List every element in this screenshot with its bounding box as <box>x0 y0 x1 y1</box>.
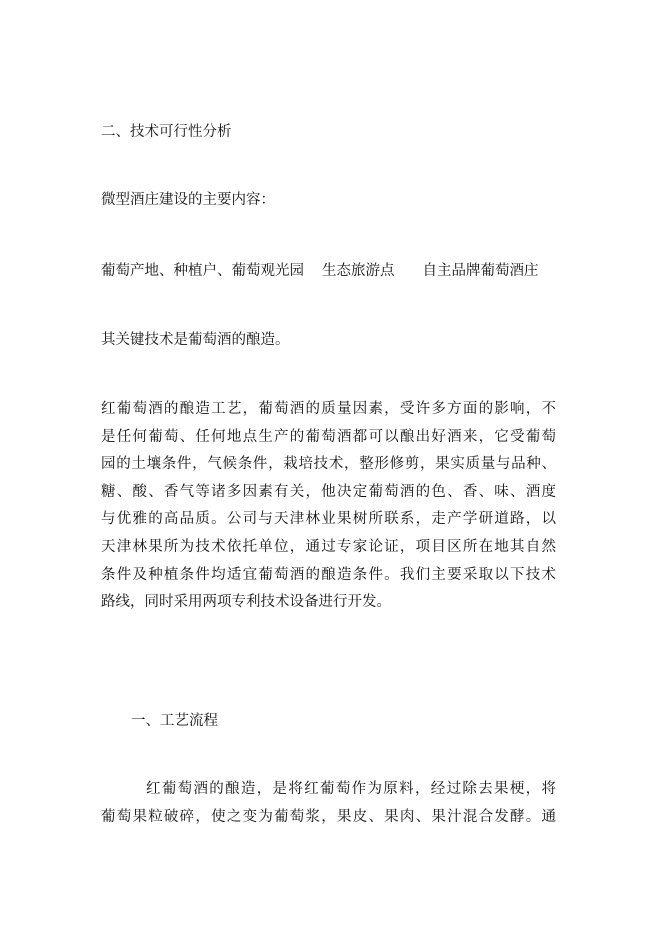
paragraph-line: 园的土壤条件，气候条件，栽培技术，整形修剪，果实质量与品种、 <box>101 456 556 473</box>
paragraph-line: 条件及种植条件均适宜葡萄酒的酿造条件。我们主要采取以下技术 <box>101 566 556 583</box>
paragraph-line: 葡萄果粒破碎，使之变为葡萄浆，果皮、果肉、果汁混合发酵。通 <box>101 808 556 825</box>
content-item-vineyard: 葡萄产地、种植户、葡萄观光园 <box>101 263 304 279</box>
paragraph-line: 天津林果所为技术依托单位，通过专家论证，项目区所在地其自然 <box>101 538 556 555</box>
paragraph-line: 红葡萄酒的酿造，是将红葡萄作为原料，经过除去果梗，将 <box>146 781 556 797</box>
content-item-eco-tourism: 生态旅游点 <box>322 263 395 279</box>
paragraph-line: 红葡萄酒的酿造工艺，葡萄酒的质量因素，受许多方面的影响，不 <box>101 401 556 417</box>
content-items-line <box>101 262 539 280</box>
paragraph-winemaking-process <box>101 396 556 617</box>
subsection-heading: 一、工艺流程 <box>131 713 218 729</box>
paragraph-line: 是任何葡萄、任何地点生产的葡萄酒都可以酿出好酒来，它受葡萄 <box>101 428 556 445</box>
paragraph-line: 与优雅的高品质。公司与天津林业果树所联系，走产学研道路，以 <box>101 511 556 528</box>
key-technology-line: 其关键技术是葡萄酒的酿造。 <box>101 332 290 348</box>
section-heading: 二、技术可行性分析 <box>101 124 232 140</box>
paragraph-red-wine-brewing <box>101 776 556 831</box>
intro-label: 微型酒庄建设的主要内容： <box>101 192 275 208</box>
paragraph-line: 糖、酸、香气等诸多因素有关，他决定葡萄酒的色、香、味、酒度 <box>101 483 556 500</box>
content-item-winery: 自主品牌葡萄酒庄 <box>422 263 539 279</box>
paragraph-line: 路线，同时采用两项专利技术设备进行开发。 <box>101 594 391 611</box>
